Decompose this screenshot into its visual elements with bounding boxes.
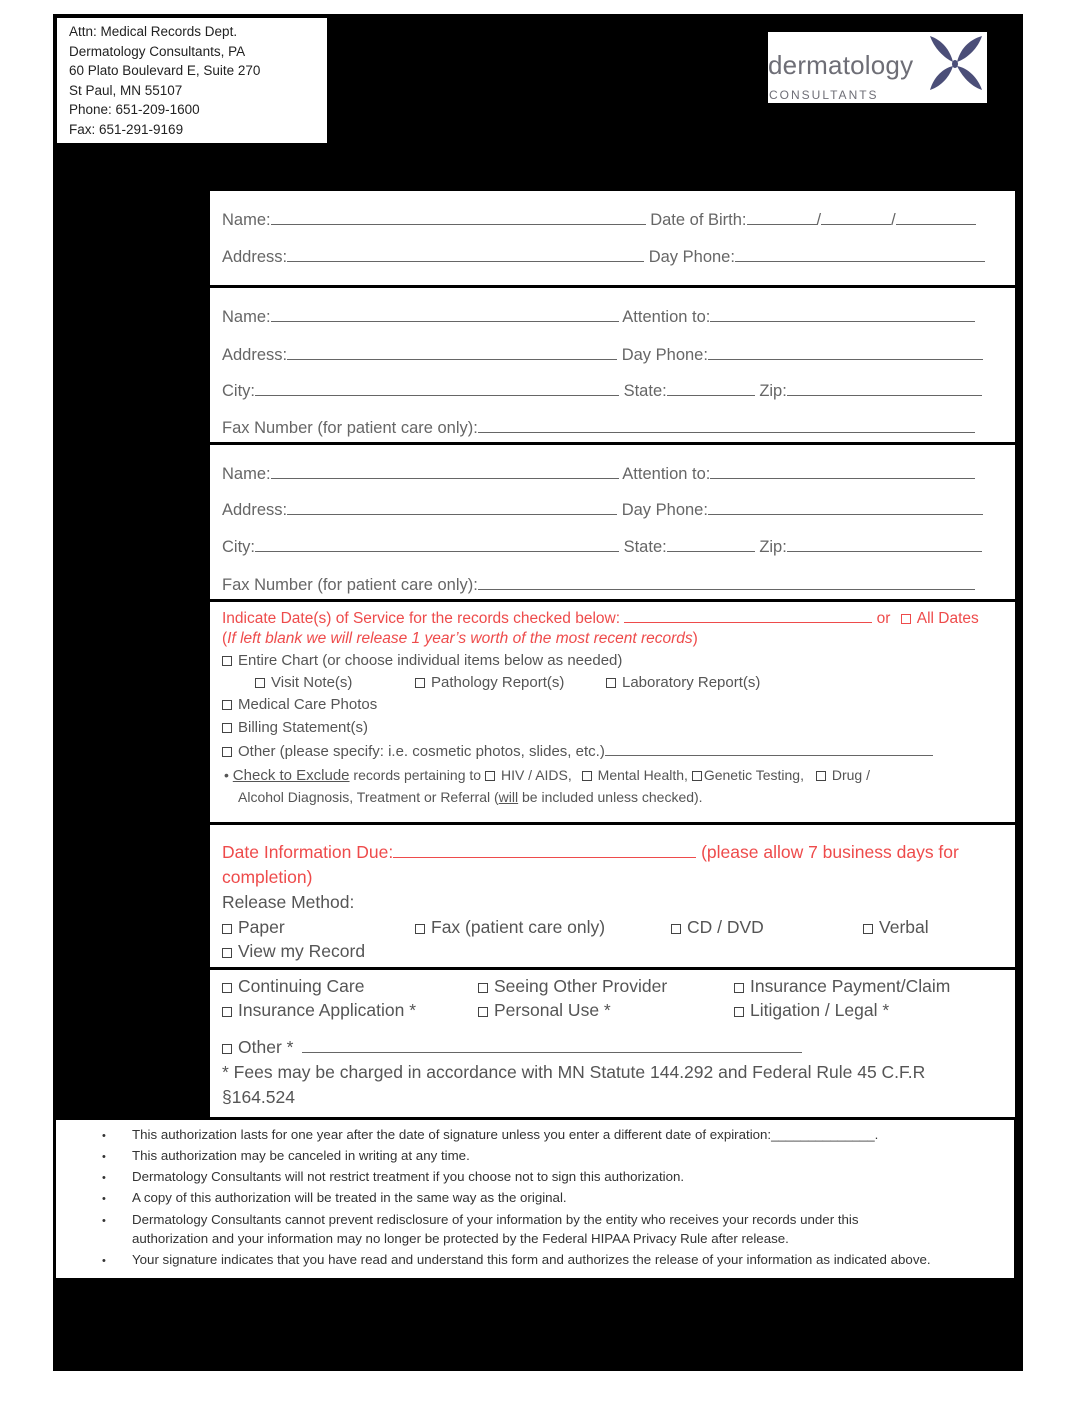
recipient1-address-field[interactable]	[287, 344, 617, 360]
recipient2-address-label: Address:	[222, 501, 288, 519]
medical-photos-checkbox[interactable]	[222, 700, 232, 710]
will-text: will	[498, 789, 519, 805]
recipient1-name-row	[222, 306, 975, 327]
patient-address-row	[222, 246, 985, 267]
recipient1-fax-row	[222, 417, 975, 438]
other-records-field[interactable]	[605, 740, 933, 756]
visit-notes-label: Visit Note(s)	[271, 674, 353, 691]
recipient2-fax-row	[222, 574, 975, 595]
exclude-row	[224, 765, 870, 786]
note-item: Dermatology Consultants will not restrict treatment if you choose not to sign this authorization.	[132, 1169, 685, 1184]
note-close-paren: )	[692, 630, 698, 647]
recipient2-name-label: Name:	[222, 465, 271, 483]
service-dates-field[interactable]	[624, 607, 872, 623]
litigation-label: Litigation / Legal *	[750, 1000, 890, 1020]
recipient2-attention-field[interactable]	[710, 463, 975, 479]
insurance-app-label: Insurance Application *	[238, 1000, 417, 1020]
continuing-care-checkbox[interactable]	[222, 983, 232, 993]
all-dates-checkbox[interactable]	[901, 614, 911, 624]
note-bullet: •	[102, 1255, 106, 1267]
address-line: Attn: Medical Records Dept.	[69, 24, 238, 39]
patient-info-panel	[210, 191, 1015, 285]
medical-photos-label: Medical Care Photos	[238, 696, 378, 713]
visit-notes-option[interactable]	[255, 673, 352, 693]
recipient2-zip-field[interactable]	[787, 536, 982, 552]
recipient1-city-field[interactable]	[255, 380, 619, 396]
cd-option[interactable]	[671, 917, 764, 937]
exclude-bullet: •	[224, 767, 229, 783]
exclude-text: records pertaining to	[353, 767, 482, 783]
note-item-continued: authorization and your information may no longer be protected by the Federal HIPAA Privacy Rule after release.	[132, 1231, 789, 1246]
due-date-field[interactable]	[393, 842, 696, 858]
recipient1-attention-label: Attention to:	[622, 308, 711, 326]
note-bullet: •	[102, 1215, 106, 1227]
release-method-label: Release Method:	[222, 892, 355, 912]
mental-health-checkbox[interactable]	[582, 771, 592, 781]
recipient1-phone-label: Day Phone:	[621, 346, 708, 364]
other-records-option[interactable]	[222, 740, 933, 762]
recipient1-city-label: City:	[222, 382, 255, 400]
verbal-checkbox[interactable]	[863, 924, 873, 934]
entire-chart-checkbox[interactable]	[222, 656, 232, 666]
patient-name-row: Name: Date of Birth: / /	[222, 209, 976, 230]
address-line: Fax: 651-291-9169	[69, 121, 184, 137]
mental-health-label: Mental Health,	[597, 767, 688, 783]
recipient2-name-row	[222, 463, 975, 484]
pathology-checkbox[interactable]	[415, 678, 425, 688]
recipient1-zip-field[interactable]	[787, 380, 982, 396]
recipient1-name-field[interactable]	[271, 306, 619, 322]
allow-days-text: (please allow 7 business days for	[701, 842, 959, 862]
recipient2-fax-field[interactable]	[478, 574, 975, 590]
insurance-payment-label: Insurance Payment/Claim	[750, 976, 951, 996]
laboratory-option[interactable]	[606, 673, 760, 693]
recipient2-zip-label: Zip:	[759, 538, 787, 556]
recipient2-name-field[interactable]	[271, 463, 619, 479]
dermatology-consultants-logo	[768, 32, 987, 103]
logo-word: dermatology	[768, 50, 914, 80]
insurance-app-option[interactable]	[222, 1000, 416, 1020]
recipient1-state-label: State:	[623, 382, 667, 400]
recipient2-address-row	[222, 499, 983, 520]
release-method-panel	[210, 825, 1015, 967]
note-item: Your signature indicates that you have read and understand this form and authorizes the release of your information as indicated above.	[132, 1252, 931, 1267]
clinic-address	[57, 18, 327, 143]
litigation-checkbox[interactable]	[734, 1007, 744, 1017]
fax-option[interactable]	[415, 917, 605, 937]
drug-label: Drug /	[831, 767, 870, 783]
view-record-label: View my Record	[238, 941, 366, 961]
other-purpose-label: Other *	[238, 1037, 294, 1057]
patient-address-field[interactable]	[287, 246, 644, 262]
all-dates-label: All Dates	[916, 610, 979, 627]
address-line: Phone: 651-209-1600	[69, 102, 200, 118]
note-open-paren: (	[222, 630, 228, 647]
hiv-checkbox[interactable]	[485, 771, 495, 781]
exclude-row-2	[238, 787, 703, 807]
address-line: 60 Plato Boulevard E, Suite 270	[69, 63, 261, 79]
note-bullet: •	[102, 1151, 106, 1163]
recipient1-address-label: Address:	[222, 346, 288, 364]
patient-name-field[interactable]	[271, 209, 646, 225]
completion-text: completion)	[222, 867, 313, 887]
note-bullet: •	[102, 1172, 106, 1184]
verbal-option[interactable]	[863, 917, 929, 937]
recipient2-state-label: State:	[623, 538, 667, 556]
litigation-option[interactable]	[734, 1000, 889, 1020]
fees-line-1: * Fees may be charged in accordance with MN Statute 144.292 and Federal Rule 45 C.F.R	[222, 1062, 926, 1082]
included-text: be included unless checked).	[518, 789, 703, 805]
recipient2-state-field[interactable]	[667, 536, 755, 552]
service-dates-note	[222, 629, 698, 649]
recipient1-state-field[interactable]	[667, 380, 755, 396]
recipient1-phone-field[interactable]	[708, 344, 983, 360]
insurance-payment-checkbox[interactable]	[734, 983, 744, 993]
view-record-option[interactable]	[222, 941, 365, 961]
hiv-label: HIV / AIDS,	[500, 767, 572, 783]
recipient1-address-row	[222, 344, 983, 365]
fax-checkbox[interactable]	[415, 924, 425, 934]
address-line: St Paul, MN 55107	[69, 82, 183, 98]
check-to-exclude-label: Check to Exclude	[232, 767, 350, 784]
recipient2-city-label: City:	[222, 538, 255, 556]
recipient-panel-1	[210, 288, 1015, 442]
recipient2-attention-label: Attention to:	[622, 465, 711, 483]
fax-label: Fax (patient care only)	[431, 917, 606, 937]
service-dates-row	[222, 607, 979, 629]
insurance-payment-option[interactable]	[734, 976, 950, 996]
other-records-checkbox[interactable]	[222, 747, 232, 757]
patient-address-label: Address:	[222, 248, 288, 266]
cd-label: CD / DVD	[687, 917, 764, 937]
note-bullet: •	[102, 1130, 106, 1142]
note-item: A copy of this authorization will be treated in the same way as the original.	[132, 1190, 567, 1205]
pathology-option[interactable]	[415, 673, 564, 693]
patient-phone-field[interactable]	[735, 246, 985, 262]
leaf-icon	[926, 34, 984, 94]
billing-checkbox[interactable]	[222, 723, 232, 733]
patient-name-label: Name:	[222, 211, 271, 229]
other-purpose-option[interactable]	[222, 1037, 802, 1057]
purpose-panel	[210, 970, 1015, 1117]
dob-label: Date of Birth:	[650, 211, 747, 229]
cd-checkbox[interactable]	[671, 924, 681, 934]
view-record-checkbox[interactable]	[222, 948, 232, 958]
seeing-other-checkbox[interactable]	[478, 983, 488, 993]
billing-option[interactable]	[222, 718, 368, 738]
verbal-label: Verbal	[879, 917, 929, 937]
paper-option[interactable]	[222, 917, 285, 937]
recipient2-phone-label: Day Phone:	[621, 501, 708, 519]
logo-subword: CONSULTANTS	[769, 88, 879, 102]
entire-chart-label: Entire Chart (or choose individual items below as needed)	[238, 652, 623, 669]
alcohol-text: Alcohol Diagnosis, Treatment or Referral (	[238, 789, 499, 805]
paper-label: Paper	[238, 917, 285, 937]
recipient2-phone-field[interactable]	[708, 499, 983, 515]
recipient1-fax-label: Fax Number (for patient care only):	[222, 419, 478, 437]
laboratory-checkbox[interactable]	[606, 678, 616, 688]
pathology-label: Pathology Report(s)	[431, 674, 565, 691]
or-text: or	[876, 610, 891, 627]
continuing-care-label: Continuing Care	[238, 976, 365, 996]
insurance-app-checkbox[interactable]	[222, 1007, 232, 1017]
dob-year-field[interactable]	[896, 209, 976, 225]
recipient-panel-2	[210, 445, 1015, 599]
address-line: Dermatology Consultants, PA	[69, 43, 246, 59]
billing-label: Billing Statement(s)	[238, 719, 369, 736]
other-purpose-checkbox[interactable]	[222, 1044, 232, 1054]
recipient1-city-row	[222, 380, 982, 401]
laboratory-label: Laboratory Report(s)	[622, 674, 761, 691]
recipient1-attention-field[interactable]	[710, 306, 975, 322]
personal-use-checkbox[interactable]	[478, 1007, 488, 1017]
seeing-other-option[interactable]	[478, 976, 667, 996]
patient-phone-label: Day Phone:	[648, 248, 735, 266]
note-italic-text: If left blank we will release 1 year’s worth of the most recent records	[227, 630, 693, 647]
recipient1-name-label: Name:	[222, 308, 271, 326]
recipient2-fax-label: Fax Number (for patient care only):	[222, 576, 478, 594]
genetic-testing-checkbox[interactable]	[692, 771, 702, 781]
due-date-row	[222, 842, 959, 862]
personal-use-label: Personal Use *	[494, 1000, 611, 1020]
fees-line-2: §164.524	[222, 1087, 295, 1107]
other-purpose-field[interactable]	[302, 1037, 802, 1053]
other-records-label: Other (please specify: i.e. cosmetic photos, slides, etc.)	[238, 743, 605, 760]
due-date-label: Date Information Due:	[222, 842, 394, 862]
service-dates-label: Indicate Date(s) of Service for the records checked below:	[222, 610, 621, 627]
recipient2-city-field[interactable]	[255, 536, 619, 552]
visit-notes-checkbox[interactable]	[255, 678, 265, 688]
drug-checkbox[interactable]	[816, 771, 826, 781]
note-item: Dermatology Consultants cannot prevent redisclosure of your information by the entity who receives your records under this	[132, 1212, 859, 1227]
dob-day-field[interactable]	[821, 209, 891, 225]
note-item: This authorization lasts for one year after the date of signature unless you enter a different date of expiration:______________.	[132, 1127, 879, 1142]
dob-month-field[interactable]	[747, 209, 817, 225]
seeing-other-label: Seeing Other Provider	[494, 976, 668, 996]
recipient2-address-field[interactable]	[287, 499, 617, 515]
genetic-testing-label: Genetic Testing,	[703, 767, 804, 783]
recipient2-city-row	[222, 536, 982, 557]
paper-checkbox[interactable]	[222, 924, 232, 934]
continuing-care-option[interactable]	[222, 976, 364, 996]
authorization-notes	[56, 1120, 1014, 1278]
personal-use-option[interactable]	[478, 1000, 611, 1020]
recipient1-zip-label: Zip:	[759, 382, 787, 400]
recipient1-fax-field[interactable]	[478, 417, 975, 433]
medical-photos-option[interactable]	[222, 695, 377, 715]
note-item: This authorization may be canceled in writing at any time.	[132, 1148, 470, 1163]
note-bullet: •	[102, 1193, 106, 1205]
records-panel	[210, 602, 1015, 822]
entire-chart-option[interactable]	[222, 651, 622, 671]
